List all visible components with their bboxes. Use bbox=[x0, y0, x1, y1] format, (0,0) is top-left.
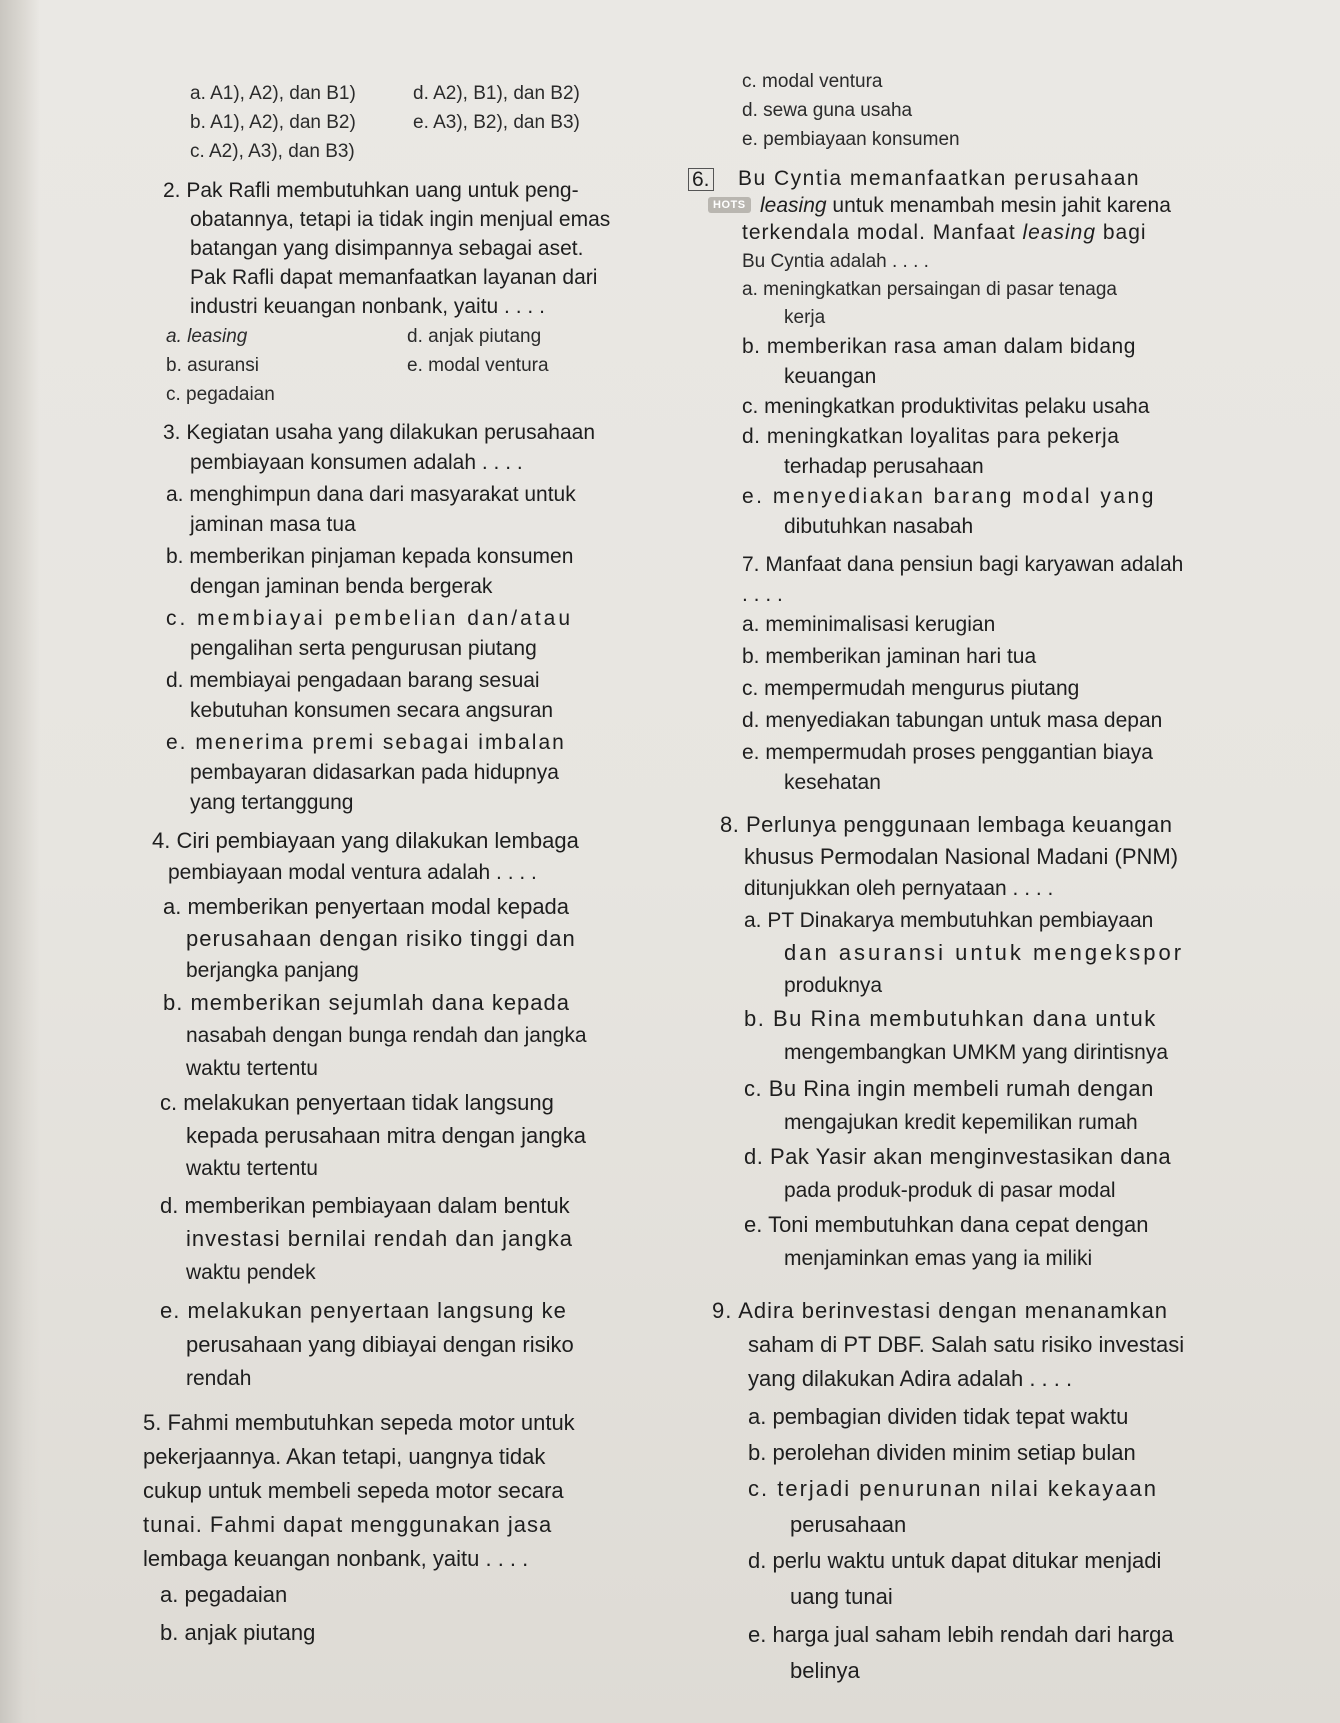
hots-badge: HOTS bbox=[708, 197, 751, 213]
q6-option-a: a. meningkatkan persaingan di pasar tenaga bbox=[742, 279, 1117, 300]
q3-line: pengalihan serta pengurusan piutang bbox=[190, 637, 537, 660]
q6-option-d: d. meningkatkan loyalitas para pekerja bbox=[742, 425, 1120, 448]
q8-option-d: d. Pak Yasir akan menginvestasikan dana bbox=[744, 1144, 1172, 1169]
q3-line: 3. Kegiatan usaha yang dilakukan perusahaan bbox=[163, 421, 595, 444]
q3-line: e. menerima premi sebagai imbalan bbox=[166, 731, 566, 754]
q9-option-c: c. terjadi penurunan nilai kekayaan bbox=[748, 1476, 1159, 1501]
q5-line: tunai. Fahmi dapat menggunakan jasa bbox=[143, 1512, 553, 1537]
q8-line: mengajukan kredit kepemilikan rumah bbox=[784, 1111, 1138, 1134]
q4-line: waktu tertentu bbox=[186, 1057, 318, 1080]
q9-line: saham di PT DBF. Salah satu risiko investasi bbox=[748, 1332, 1185, 1357]
q4-line: b. memberikan sejumlah dana kepada bbox=[163, 990, 571, 1015]
q2-option-d: d. anjak piutang bbox=[407, 326, 542, 347]
q3-line: c. membiayai pembelian dan/atau bbox=[166, 607, 574, 630]
q8-line: mengembangkan UMKM yang dirintisnya bbox=[784, 1041, 1169, 1064]
q1-option-a: a. A1), A2), dan B1) bbox=[190, 83, 356, 104]
q6-line-text: bagi bbox=[1096, 221, 1147, 244]
q6-line: Bu Cyntia memanfaatkan perusahaan bbox=[738, 167, 1141, 190]
q3-line: b. memberikan pinjaman kepada konsumen bbox=[166, 545, 574, 568]
q6-leasing-term: leasing bbox=[1022, 221, 1097, 244]
q9-option-a: a. pembagian dividen tidak tepat waktu bbox=[748, 1404, 1129, 1429]
q4-line: perusahaan yang dibiayai dengan risiko bbox=[186, 1332, 574, 1357]
q6-line: Bu Cyntia adalah . . . . bbox=[742, 251, 929, 272]
q1-option-c-right: c. modal ventura bbox=[742, 71, 883, 92]
q9-option-d: d. perlu waktu untuk dapat ditukar menjadi bbox=[748, 1548, 1162, 1573]
q6-line bbox=[760, 195, 1171, 216]
q4-line: investasi bernilai rendah dan jangka bbox=[186, 1226, 574, 1251]
q4-line: pembiayaan modal ventura adalah . . . . bbox=[168, 861, 537, 884]
q9-option-e: e. harga jual saham lebih rendah dari harga bbox=[748, 1622, 1174, 1647]
q8-option-b: b. Bu Rina membutuhkan dana untuk bbox=[744, 1006, 1157, 1031]
q4-line: kepada perusahaan mitra dengan jangka bbox=[186, 1123, 586, 1148]
q8-line: produknya bbox=[784, 974, 883, 997]
q7-line: kesehatan bbox=[784, 771, 881, 794]
q2-option-c: c. pegadaian bbox=[166, 384, 275, 405]
q6-number bbox=[688, 168, 720, 191]
q3-line: yang tertanggung bbox=[190, 791, 354, 814]
q4-line: c. melakukan penyertaan tidak langsung bbox=[160, 1090, 554, 1115]
q9-line: perusahaan bbox=[790, 1512, 907, 1537]
q4-line: rendah bbox=[186, 1367, 252, 1390]
q5-line: 5. Fahmi membutuhkan sepeda motor untuk bbox=[143, 1410, 575, 1435]
q8-line: khusus Permodalan Nasional Madani (PNM) bbox=[744, 844, 1179, 869]
q2-line: batangan yang disimpannya sebagai aset. bbox=[190, 237, 584, 260]
q2-option-e: e. modal ventura bbox=[407, 355, 549, 376]
q7-option-a: a. meminimalisasi kerugian bbox=[742, 613, 996, 636]
q4-line: nasabah dengan bunga rendah dan jangka bbox=[186, 1024, 587, 1047]
q5-option-a: a. pegadaian bbox=[160, 1582, 288, 1607]
q7-option-d: d. menyediakan tabungan untuk masa depan bbox=[742, 709, 1163, 732]
q9-line: uang tunai bbox=[790, 1584, 893, 1609]
q3-line: jaminan masa tua bbox=[190, 513, 356, 536]
q5-line: cukup untuk membeli sepeda motor secara bbox=[143, 1478, 564, 1503]
page-edge-shadow bbox=[0, 0, 40, 1723]
q1-option-e-right: e. pembiayaan konsumen bbox=[742, 129, 960, 150]
q4-line: a. memberikan penyertaan modal kepada bbox=[163, 894, 570, 919]
q6-leasing-term: leasing bbox=[760, 194, 827, 217]
q8-option-c: c. Bu Rina ingin membeli rumah dengan bbox=[744, 1076, 1154, 1101]
q7-line: . . . . bbox=[742, 583, 783, 606]
q6-option-c: c. meningkatkan produktivitas pelaku usaha bbox=[742, 395, 1150, 418]
q2-line: industri keuangan nonbank, yaitu . . . . bbox=[190, 295, 545, 318]
q2-line: obatannya, tetapi ia tidak ingin menjual emas bbox=[190, 208, 611, 231]
q1-option-c: c. A2), A3), dan B3) bbox=[190, 141, 355, 162]
q8-line: menjaminkan emas yang ia miliki bbox=[784, 1247, 1093, 1270]
q8-option-a: a. PT Dinakarya membutuhkan pembiayaan bbox=[744, 909, 1154, 932]
q3-line: pembayaran didasarkan pada hidupnya bbox=[190, 761, 559, 784]
q6-line-text: terkendala modal. Manfaat bbox=[742, 221, 1023, 244]
q6-line-text: untuk menambah mesin jahit karena bbox=[826, 194, 1171, 217]
q8-line: dan asuransi untuk mengekspor bbox=[784, 940, 1185, 965]
q6-line: dibutuhkan nasabah bbox=[784, 515, 974, 538]
q4-line: waktu tertentu bbox=[186, 1157, 318, 1180]
q7-option-e: e. mempermudah proses penggantian biaya bbox=[742, 741, 1153, 764]
q8-line: pada produk-produk di pasar modal bbox=[784, 1179, 1116, 1202]
q3-line: a. menghimpun dana dari masyarakat untuk bbox=[166, 483, 576, 506]
q1-option-d-right: d. sewa guna usaha bbox=[742, 100, 913, 121]
q7-option-c: c. mempermudah mengurus piutang bbox=[742, 677, 1080, 700]
q9-option-b: b. perolehan dividen minim setiap bulan bbox=[748, 1440, 1136, 1465]
q9-line: belinya bbox=[790, 1658, 860, 1683]
q4-line: perusahaan dengan risiko tinggi dan bbox=[186, 926, 576, 951]
q8-line: 8. Perlunya penggunaan lembaga keuangan bbox=[720, 812, 1173, 837]
q4-line: e. melakukan penyertaan langsung ke bbox=[160, 1298, 567, 1323]
q9-line: yang dilakukan Adira adalah . . . . bbox=[748, 1366, 1073, 1391]
q9-line: 9. Adira berinvestasi dengan menanamkan bbox=[712, 1298, 1169, 1323]
q4-line: d. memberikan pembiayaan dalam bentuk bbox=[160, 1193, 570, 1218]
q5-line: lembaga keuangan nonbank, yaitu . . . . bbox=[143, 1546, 529, 1571]
q7-line: 7. Manfaat dana pensiun bagi karyawan adalah bbox=[742, 553, 1184, 576]
q8-line: ditunjukkan oleh pernyataan . . . . bbox=[744, 877, 1054, 900]
q6-option-e: e. menyediakan barang modal yang bbox=[742, 485, 1156, 508]
q4-line: 4. Ciri pembiayaan yang dilakukan lembaga bbox=[152, 828, 579, 853]
q5-option-b: b. anjak piutang bbox=[160, 1620, 316, 1645]
q5-line: pekerjaannya. Akan tetapi, uangnya tidak bbox=[143, 1444, 546, 1469]
q1-option-b: b. A1), A2), dan B2) bbox=[190, 112, 356, 133]
q6-line: terhadap perusahaan bbox=[784, 455, 984, 478]
q6-number-box: 6. bbox=[688, 168, 714, 191]
q3-line: dengan jaminan benda bergerak bbox=[190, 575, 493, 598]
q6-line: keuangan bbox=[784, 365, 877, 388]
q3-line: pembiayaan konsumen adalah . . . . bbox=[190, 451, 523, 474]
q6-line: kerja bbox=[784, 307, 826, 328]
q6-option-b: b. memberikan rasa aman dalam bidang bbox=[742, 335, 1136, 358]
q3-line: kebutuhan konsumen secara angsuran bbox=[190, 699, 554, 722]
q3-line: d. membiayai pengadaan barang sesuai bbox=[166, 669, 540, 692]
q4-line: waktu pendek bbox=[186, 1261, 316, 1284]
q2-option-b: b. asuransi bbox=[166, 355, 259, 376]
q2-line: 2. Pak Rafli membutuhkan uang untuk peng- bbox=[163, 179, 579, 202]
q6-line bbox=[742, 222, 1147, 243]
q4-line: berjangka panjang bbox=[186, 959, 359, 982]
q1-option-d: d. A2), B1), dan B2) bbox=[413, 83, 580, 104]
q7-option-b: b. memberikan jaminan hari tua bbox=[742, 645, 1037, 668]
q2-option-a: a. leasing bbox=[166, 326, 248, 347]
q8-option-e: e. Toni membutuhkan dana cepat dengan bbox=[744, 1212, 1149, 1237]
q2-line: Pak Rafli dapat memanfaatkan layanan dari bbox=[190, 266, 598, 289]
q1-option-e: e. A3), B2), dan B3) bbox=[413, 112, 580, 133]
